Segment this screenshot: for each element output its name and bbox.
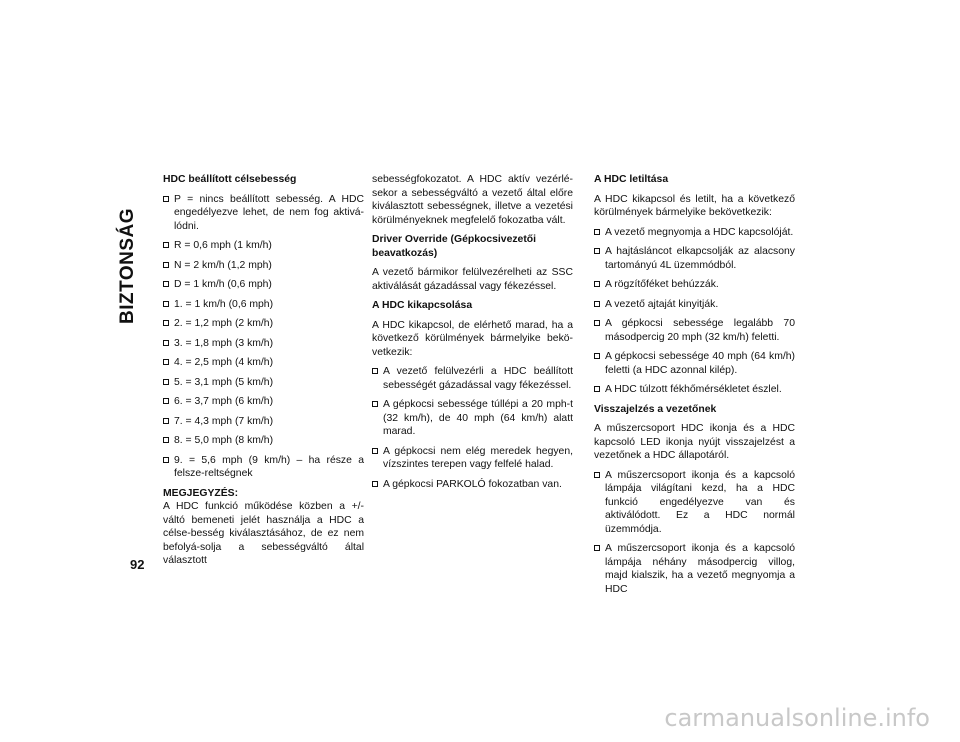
list-item: [594, 317, 795, 344]
note-body: A HDC funkció működése közben a +/- váltó bemeneti jelét használja a HDC a célse-besség kiválasztásához, de ez nem befolyá-solja a sebességváltó által választott: [163, 501, 364, 566]
checkbox-bullet-icon: [372, 448, 378, 454]
list-item-text: 3. = 1,8 mph (3 km/h): [174, 337, 274, 349]
checkbox-bullet-icon: [594, 386, 600, 392]
checkbox-bullet-icon: [372, 368, 378, 374]
list-item-text: N = 2 km/h (1,2 mph): [174, 259, 272, 271]
section-side-label-text: BIZTONSÁG: [117, 207, 138, 324]
list-item: [163, 298, 364, 312]
page-number: 92: [130, 557, 145, 572]
checkbox-bullet-icon: [594, 281, 600, 287]
list-item: [594, 469, 795, 537]
list-item: [163, 395, 364, 409]
checkbox-bullet-icon: [163, 196, 169, 202]
list-item: [163, 415, 364, 429]
section-side-label: [108, 158, 148, 373]
list-item-text: A vezető megnyomja a HDC kapcsolóját.: [605, 226, 794, 238]
list-item: [163, 239, 364, 253]
list-item: [594, 226, 795, 240]
checkbox-bullet-icon: [163, 340, 169, 346]
list-item-text: 2. = 1,2 mph (2 km/h): [174, 318, 274, 329]
list-item: [594, 383, 795, 397]
hdc-disable-list: [594, 226, 795, 397]
list-item-text: P = nincs beállított sebesség. A HDC engedélyezve lehet, de nem fog aktivá-lódni.: [174, 193, 364, 232]
checkbox-bullet-icon: [163, 242, 169, 248]
hdc-disable-heading: A HDC letiltása: [594, 174, 669, 185]
list-item-text: A gépkocsi sebessége túllépi a 20 mph-t (32 km/h), de 40 mph (64 km/h) alatt marad.: [383, 399, 573, 437]
set-speed-list: [163, 193, 364, 481]
driver-feedback-list: [594, 469, 795, 597]
list-item-text: A vezető ajtaját kinyitják.: [605, 298, 719, 310]
list-item: [163, 454, 364, 481]
hdc-off-intro: A HDC kikapcsol, de elérhető marad, ha a következő körülmények bármelyike bekö-vetkezik:: [372, 319, 573, 358]
list-item-text: 4. = 2,5 mph (4 km/h): [174, 357, 274, 368]
checkbox-bullet-icon: [594, 320, 600, 326]
list-item: [594, 298, 795, 312]
list-item: [163, 259, 364, 273]
column-1: [163, 173, 364, 568]
checkbox-bullet-icon: [594, 301, 600, 307]
checkbox-bullet-icon: [594, 353, 600, 359]
list-item-text: A gépkocsi sebessége legalább 70 másodpercig 20 mph (32 km/h) feletti.: [605, 318, 795, 343]
list-item-text: A rögzítőféket behúzzák.: [605, 279, 719, 290]
list-item: [372, 365, 573, 392]
list-item-text: A HDC túlzott fékhőmérsékletet észlel.: [605, 384, 782, 395]
list-item-text: R = 0,6 mph (1 km/h): [174, 240, 272, 251]
note-title: MEGJEGYZÉS:: [163, 487, 239, 499]
checkbox-bullet-icon: [594, 472, 600, 478]
list-item: [372, 398, 573, 439]
list-item-text: A műszercsoport ikonja és a kapcsoló lámpája néhány másodpercig villog, majd kialszik, ha a vezető megnyomja a HDC: [605, 543, 795, 595]
list-item: [372, 478, 573, 492]
site-watermark: carmanualsonline.info: [664, 704, 930, 732]
continuation-paragraph: sebességfokozatot. A HDC aktív vezérlé-sekor a sebességváltó a vezető által előre kiválasztott sebességnek, illetve a vezetési körülményeknek megfelelő fokozatba vált.: [372, 174, 573, 226]
driver-override-paragraph: A vezető bármikor felülvezérelheti az SSC aktiválását gázadással vagy fékezéssel.: [372, 267, 573, 292]
checkbox-bullet-icon: [372, 401, 378, 407]
checkbox-bullet-icon: [163, 320, 169, 326]
driver-feedback-intro: A műszercsoport HDC ikonja és a HDC kapcsoló LED ikonja nyújt visszajelzést a vezetőnek a HDC állapotáról.: [594, 423, 795, 461]
list-item-text: D = 1 km/h (0,6 mph): [174, 279, 272, 290]
checkbox-bullet-icon: [163, 457, 169, 463]
list-item: [163, 376, 364, 390]
list-item: [163, 434, 364, 448]
list-item-text: 8. = 5,0 mph (8 km/h): [174, 435, 274, 446]
checkbox-bullet-icon: [594, 248, 600, 254]
checkbox-bullet-icon: [163, 262, 169, 268]
list-item: [594, 278, 795, 292]
checkbox-bullet-icon: [594, 229, 600, 235]
list-item-text: 5. = 3,1 mph (5 km/h): [174, 376, 274, 388]
checkbox-bullet-icon: [163, 437, 169, 443]
checkbox-bullet-icon: [163, 379, 169, 385]
checkbox-bullet-icon: [163, 418, 169, 424]
list-item-text: A vezető felülvezérli a HDC beállított sebességét gázadással vagy fékezéssel.: [383, 366, 573, 391]
list-item: [163, 317, 364, 331]
list-item-text: A gépkocsi nem elég meredek hegyen, vízszintes terepen vagy felfelé halad.: [383, 445, 573, 470]
checkbox-bullet-icon: [163, 301, 169, 307]
column-2: [372, 173, 573, 497]
list-item: [594, 350, 795, 377]
hdc-set-speed-heading: HDC beállított célsebesség: [163, 174, 297, 185]
list-item-text: 1. = 1 km/h (0,6 mph): [174, 298, 274, 310]
list-item-text: A hajtásláncot elkapcsolják az alacsony tartományú 4L üzemmódból.: [605, 246, 795, 271]
list-item-text: A gépkocsi PARKOLÓ fokozatban van.: [383, 478, 562, 490]
checkbox-bullet-icon: [163, 398, 169, 404]
list-item: [594, 245, 795, 272]
list-item-text: 9. = 5,6 mph (9 km/h) – ha része a felsze-reltségnek: [174, 454, 364, 479]
list-item: [163, 337, 364, 351]
list-item-text: A műszercsoport ikonja és a kapcsoló lámpája világítani kezd, ha a HDC funkció engedélyezve van és aktiválódott. Ez a HDC normál üzemmódja.: [605, 469, 795, 535]
list-item-text: 7. = 4,3 mph (7 km/h): [174, 415, 274, 427]
hdc-off-list: [372, 365, 573, 491]
list-item-text: A gépkocsi sebessége 40 mph (64 km/h) feletti (a HDC azonnal kilép).: [605, 351, 795, 376]
list-item-text: 6. = 3,7 mph (6 km/h): [174, 396, 274, 407]
driver-feedback-heading: Visszajelzés a vezetőnek: [594, 403, 717, 415]
column-3: [594, 173, 795, 602]
checkbox-bullet-icon: [372, 481, 378, 487]
list-item: [163, 193, 364, 234]
list-item: [594, 542, 795, 596]
checkbox-bullet-icon: [594, 545, 600, 551]
driver-override-heading: Driver Override (Gépkocsivezetői beavatkozás): [372, 234, 537, 259]
list-item: [372, 445, 573, 472]
list-item: [163, 278, 364, 292]
list-item: [163, 356, 364, 370]
checkbox-bullet-icon: [163, 281, 169, 287]
hdc-disable-intro: A HDC kikapcsol és letilt, ha a következő körülmények bármelyike bekövetkezik:: [594, 193, 795, 218]
hdc-off-heading: A HDC kikapcsolása: [372, 300, 473, 311]
checkbox-bullet-icon: [163, 359, 169, 365]
